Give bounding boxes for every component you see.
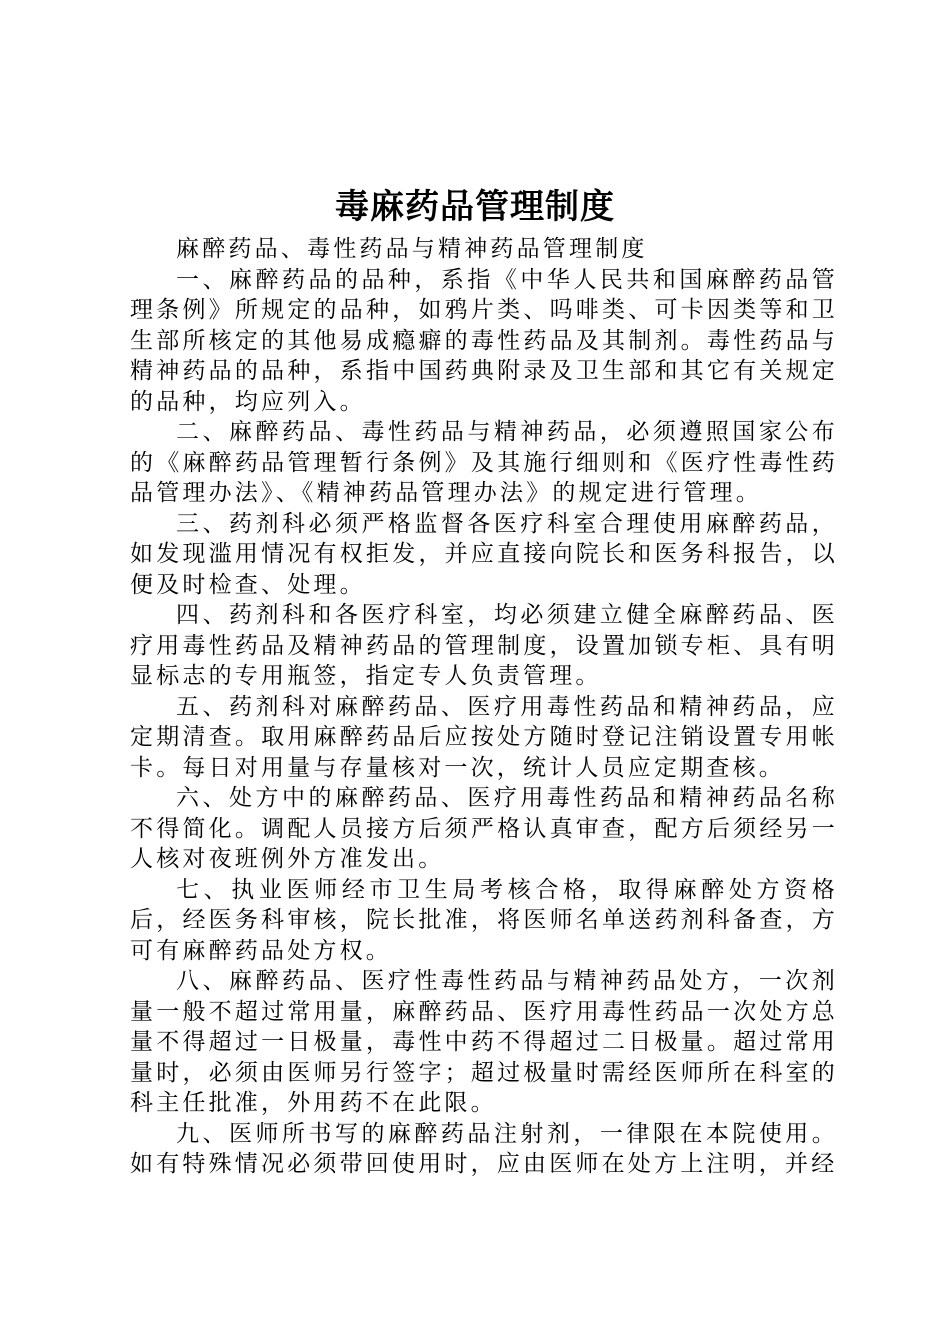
paragraph-item-1: 一、麻醉药品的品种，系指《中华人民共和国麻醉药品管理条例》所规定的品种，如鸦片类、吗啡类、可卡因类等和卫生部所核定的其他易成瘾癖的毒性药品及其制剂。毒性药品与精神药品的品种，系指中国药典附录及卫生部和其它有关规定的品种，均应列入。 [130, 266, 838, 415]
paragraph-item-6: 六、处方中的麻醉药品、医疗用毒性药品和精神药品名称不得简化。调配人员接方后须严格认真审查，配方后须经另一人核对夜班例外方准发出。 [130, 785, 838, 872]
document-title: 毒麻药品管理制度 [335, 187, 615, 227]
paragraph-item-2: 二、麻醉药品、毒性药品与精神药品，必须遵照国家公布的《麻醉药品管理暂行条例》及其施行细则和《医疗性毒性药品管理办法》、《精神药品管理办法》的规定进行管理。 [130, 419, 838, 506]
paragraph-item-8: 八、麻醉药品、医疗性毒性药品与精神药品处方，一次剂量一般不超过常用量，麻醉药品、医疗用毒性药品一次处方总量不得超过一日极量，毒性中药不得超过二日极量。超过常用量时，必须由医师另行签字；超过极量时需经医师所在科室的科主任批准，外用药不在此限。 [130, 968, 838, 1116]
paragraph-heading: 麻醉药品、毒性药品与精神药品管理制度 [176, 236, 648, 262]
paragraph-item-9: 九、医师所书写的麻醉药品注射剂，一律限在本院使用。如有特殊情况必须带回使用时，应由医师在处方上注明，并经 [130, 1120, 838, 1177]
document-body [130, 234, 838, 1180]
paragraph-item-5: 五、药剂科对麻醉药品、医疗用毒性药品和精神药品，应定期清查。取用麻醉药品后应按处方随时登记注销设置专用帐卡。每日对用量与存量核对一次，统计人员应定期查核。 [130, 693, 838, 781]
paragraph-item-4: 四、药剂科和各医疗科室，均必须建立健全麻醉药品、医疗用毒性药品及精神药品的管理制度，设置加锁专柜、具有明显标志的专用瓶签，指定专人负责管理。 [130, 602, 838, 689]
paragraph-item-7: 七、执业医师经市卫生局考核合格，取得麻醉处方资格后，经医务科审核，院长批准，将医师名单送药剂科备查，方可有麻醉药品处方权。 [130, 876, 838, 964]
paragraph-item-3: 三、药剂科必须严格监督各医疗科室合理使用麻醉药品，如发现滥用情况有权拒发，并应直接向院长和医务科报告，以便及时检查、处理。 [130, 510, 838, 598]
